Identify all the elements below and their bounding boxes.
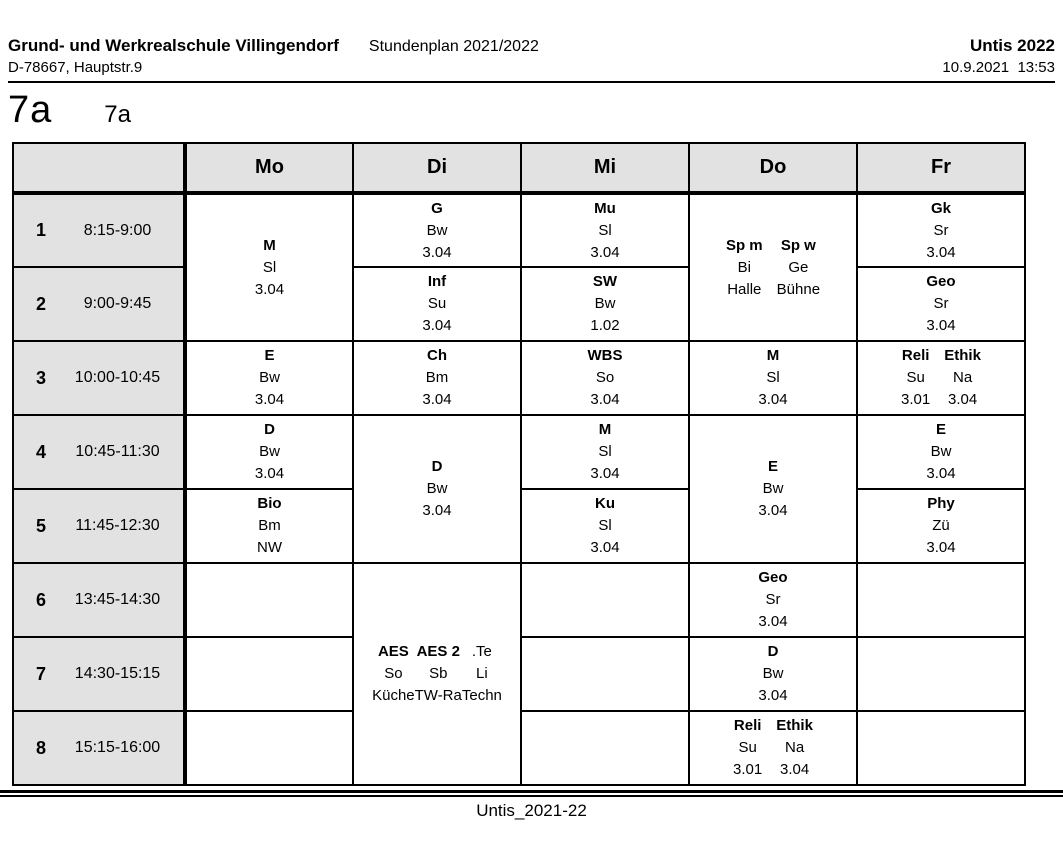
teacher-label: Sl: [598, 517, 612, 534]
lesson-di-3: [353, 341, 521, 415]
period-time: 10:00-10:45: [74, 369, 161, 386]
teacher-label: Bm: [258, 517, 281, 534]
subject-label: D: [264, 421, 275, 438]
lesson-mi-4: [521, 415, 689, 489]
room-label: 3.04: [590, 539, 620, 556]
day-header-mo: Mo: [185, 143, 353, 193]
room-label: 3.04: [590, 391, 620, 408]
room-label: 3.04: [926, 243, 956, 261]
period-time: 15:15-16:00: [74, 739, 161, 756]
empty-cell-mi-8: [521, 711, 689, 785]
period-number: 4: [35, 441, 46, 462]
day-header-row: [13, 143, 1025, 193]
empty-cell-mo-7: [185, 637, 353, 711]
lesson-group: [462, 641, 502, 707]
lesson-di-6: [353, 563, 521, 785]
empty-cell-mi-7: [521, 637, 689, 711]
school-name: Grund- und Werkrealschule Villingendorf: [8, 36, 339, 55]
lesson-group: [758, 345, 787, 411]
subject-label: Bio: [257, 495, 282, 512]
lesson-group: [255, 419, 284, 485]
subject-label: E: [767, 458, 778, 475]
period-row-6: [13, 563, 1025, 637]
lesson-group: [733, 715, 762, 781]
lesson-mi-3: [521, 341, 689, 415]
lesson-group: [422, 345, 451, 411]
time-cell-2: [13, 267, 185, 341]
teacher-label: Zü: [932, 517, 950, 534]
empty-cell-fr-7: [857, 637, 1025, 711]
lesson-do-7: [689, 637, 857, 711]
subject-label: .Te: [471, 643, 492, 660]
subject-label: Ethik: [776, 717, 813, 734]
subject-label: Geo: [926, 273, 956, 290]
period-number: 8: [35, 737, 46, 758]
lesson-group: [926, 271, 955, 337]
room-label: 3.04: [779, 761, 810, 778]
plan-title: Stundenplan 2021/2022: [368, 38, 539, 55]
time-cell-3: [13, 341, 185, 415]
lesson-di-4: [353, 415, 521, 563]
lesson-do-8: [689, 711, 857, 785]
lesson-mo-5: [185, 489, 353, 563]
period-time: 14:30-15:15: [74, 665, 161, 682]
lesson-do-3: [689, 341, 857, 415]
room-label: NW: [257, 539, 282, 556]
lesson-mo-1: [185, 193, 353, 341]
subject-label: M: [598, 421, 612, 438]
time-cell-8: [13, 711, 185, 785]
room-label: 3.04: [254, 280, 285, 298]
teacher-label: Bw: [259, 369, 280, 386]
day-header-di: Di: [353, 143, 521, 193]
teacher-label: Sr: [933, 221, 949, 239]
teacher-label: Bw: [594, 295, 616, 312]
subject-label: G: [431, 199, 443, 217]
room-label: 3.04: [422, 243, 452, 261]
lesson-group: [777, 235, 820, 301]
footer-divider: [0, 790, 1063, 797]
subject-label: AES: [377, 643, 409, 660]
period-number: 1: [35, 220, 46, 240]
room-label: 3.04: [590, 243, 620, 261]
teacher-label: Na: [953, 369, 973, 386]
lesson-group: [590, 198, 619, 264]
room-label: 1.02: [590, 317, 620, 334]
lesson-fr-3: [857, 341, 1025, 415]
lesson-mo-3: [185, 341, 353, 415]
lesson-group: [590, 271, 619, 337]
empty-cell-mo-8: [185, 711, 353, 785]
lesson-fr-4: [857, 415, 1025, 489]
subject-label: Mu: [594, 199, 616, 217]
header-row-2: [8, 59, 1055, 76]
corner-cell: [13, 143, 185, 193]
room-label: 3.04: [422, 391, 452, 408]
lesson-mo-4: [185, 415, 353, 489]
time-cell-4: [13, 415, 185, 489]
teacher-label: Bw: [762, 480, 784, 497]
lesson-fr-2: [857, 267, 1025, 341]
subject-label: SW: [592, 273, 618, 290]
teacher-label: Sl: [598, 443, 612, 460]
school-address: D-78667, Hauptstr.9: [8, 59, 143, 76]
time-cell-5: [13, 489, 185, 563]
period-number: 3: [35, 367, 46, 388]
lesson-group: [926, 493, 955, 559]
page: [0, 36, 1063, 866]
subject-label: Geo: [758, 569, 788, 586]
lesson-mi-2: [521, 267, 689, 341]
room-label: 3.04: [926, 539, 956, 556]
room-label: 3.04: [758, 502, 788, 519]
lesson-do-6: [689, 563, 857, 637]
day-header-mi: Mi: [521, 143, 689, 193]
room-label: 3.04: [590, 465, 620, 482]
period-number: 2: [35, 293, 46, 314]
subject-label: Sp w: [780, 236, 816, 254]
period-number: 6: [35, 589, 46, 610]
room-label: 3.04: [422, 317, 452, 334]
brand-title: Untis 2022: [969, 36, 1055, 55]
teacher-label: Sr: [933, 295, 949, 312]
time-cell-7: [13, 637, 185, 711]
teacher-label: Su: [738, 739, 757, 756]
day-header-do: Do: [689, 143, 857, 193]
class-title-sub: 7a: [104, 101, 131, 128]
lesson-group: [422, 198, 451, 264]
teacher-label: Li: [476, 665, 488, 682]
teacher-label: Bw: [426, 480, 448, 497]
teacher-label: Bw: [762, 665, 784, 682]
teacher-label: Su: [906, 369, 925, 386]
empty-cell-fr-6: [857, 563, 1025, 637]
footer-label: Untis_2021-22: [476, 801, 587, 820]
lesson-group: [372, 641, 415, 707]
teacher-label: So: [384, 665, 403, 682]
lesson-group: [944, 345, 981, 411]
room-label: TW-Ra: [414, 687, 462, 704]
period-row-1: [13, 193, 1025, 267]
teacher-label: Bm: [425, 369, 449, 386]
lesson-group: [422, 456, 451, 522]
subject-label: Ethik: [944, 347, 981, 364]
teacher-label: Bw: [259, 443, 280, 460]
teacher-label: Na: [785, 739, 805, 756]
teacher-label: Bi: [737, 258, 751, 276]
room-label: 3.04: [254, 391, 285, 408]
lesson-group: [926, 419, 955, 485]
subject-label: Reli: [901, 347, 930, 364]
subject-label: E: [935, 421, 946, 438]
class-title: [8, 89, 1063, 135]
lesson-group: [415, 641, 462, 707]
subject-label: M: [766, 347, 780, 364]
lesson-mi-1: [521, 193, 689, 267]
period-row-3: [13, 341, 1025, 415]
lesson-group: [590, 419, 619, 485]
period-time: 11:45-12:30: [75, 517, 160, 534]
teacher-label: Bw: [930, 443, 952, 460]
period-time: 8:15-9:00: [83, 221, 152, 239]
time-cell-1: [13, 193, 185, 267]
room-label: Küche: [372, 687, 415, 704]
room-label: Halle: [727, 280, 762, 298]
teacher-label: Ge: [788, 258, 809, 276]
room-label: 3.04: [254, 465, 285, 482]
lesson-fr-5: [857, 489, 1025, 563]
subject-label: D: [431, 458, 443, 475]
room-label: 3.04: [422, 502, 452, 519]
lesson-group: [588, 345, 623, 411]
subject-label: Ch: [426, 347, 447, 364]
subject-label: Reli: [733, 717, 762, 734]
room-label: 3.04: [758, 391, 788, 408]
period-time: 13:45-14:30: [74, 591, 161, 608]
lesson-group: [758, 567, 787, 633]
lesson-di-1: [353, 193, 521, 267]
lesson-di-2: [353, 267, 521, 341]
subject-label: Sp m: [725, 236, 763, 254]
teacher-label: Sl: [766, 369, 780, 386]
header-block: [8, 36, 1055, 83]
lesson-group: [758, 456, 787, 522]
lesson-group: [590, 493, 619, 559]
lesson-group: [257, 493, 282, 559]
period-number: 7: [35, 663, 46, 684]
subject-label: Ku: [594, 495, 615, 512]
room-label: 3.01: [733, 761, 763, 778]
empty-cell-fr-8: [857, 711, 1025, 785]
teacher-label: Sr: [765, 591, 781, 608]
subject-label: Phy: [927, 495, 955, 512]
time-cell-6: [13, 563, 185, 637]
room-label: 3.01: [901, 391, 931, 408]
lesson-fr-1: [857, 193, 1025, 267]
period-time: 9:00-9:45: [83, 295, 152, 312]
lesson-group: [255, 235, 284, 301]
lesson-group: [901, 345, 930, 411]
teacher-label: Sl: [598, 221, 612, 239]
room-label: 3.04: [947, 391, 978, 408]
subject-label: Inf: [427, 273, 447, 290]
header-row-1: [8, 36, 1055, 56]
lesson-group: [726, 235, 763, 301]
room-label: 3.04: [926, 317, 956, 334]
lesson-group: [926, 198, 955, 264]
subject-label: E: [264, 347, 275, 364]
lesson-do-4: [689, 415, 857, 563]
teacher-label: Sb: [429, 665, 448, 682]
period-time: 10:45-11:30: [75, 443, 160, 460]
teacher-label: Su: [427, 295, 447, 312]
room-label: 3.04: [926, 465, 956, 482]
empty-cell-mi-6: [521, 563, 689, 637]
period-number: 5: [35, 515, 46, 536]
empty-cell-mo-6: [185, 563, 353, 637]
class-title-main: 7a: [8, 89, 53, 131]
lesson-group: [422, 271, 451, 337]
room-label: 3.04: [758, 613, 788, 630]
lesson-mi-5: [521, 489, 689, 563]
lesson-do-1: [689, 193, 857, 341]
subject-label: AES 2: [416, 643, 460, 660]
header-divider: [8, 81, 1055, 83]
print-datetime: 10.9.2021 13:53: [942, 59, 1055, 76]
subject-label: Gk: [930, 199, 951, 217]
subject-label: M: [263, 236, 276, 254]
teacher-label: Sl: [262, 258, 277, 276]
timetable: [12, 142, 1026, 786]
subject-label: D: [767, 643, 779, 660]
day-header-fr: Fr: [857, 143, 1025, 193]
lesson-group: [758, 641, 787, 707]
room-label: Bühne: [776, 280, 821, 298]
teacher-label: Bw: [426, 221, 448, 239]
room-label: Techn: [461, 687, 502, 704]
teacher-label: So: [595, 369, 615, 386]
lesson-group: [776, 715, 813, 781]
period-row-2: [13, 267, 1025, 341]
period-row-4: [13, 415, 1025, 489]
lesson-group: [255, 345, 284, 411]
subject-label: WBS: [587, 347, 623, 364]
room-label: 3.04: [758, 687, 788, 704]
